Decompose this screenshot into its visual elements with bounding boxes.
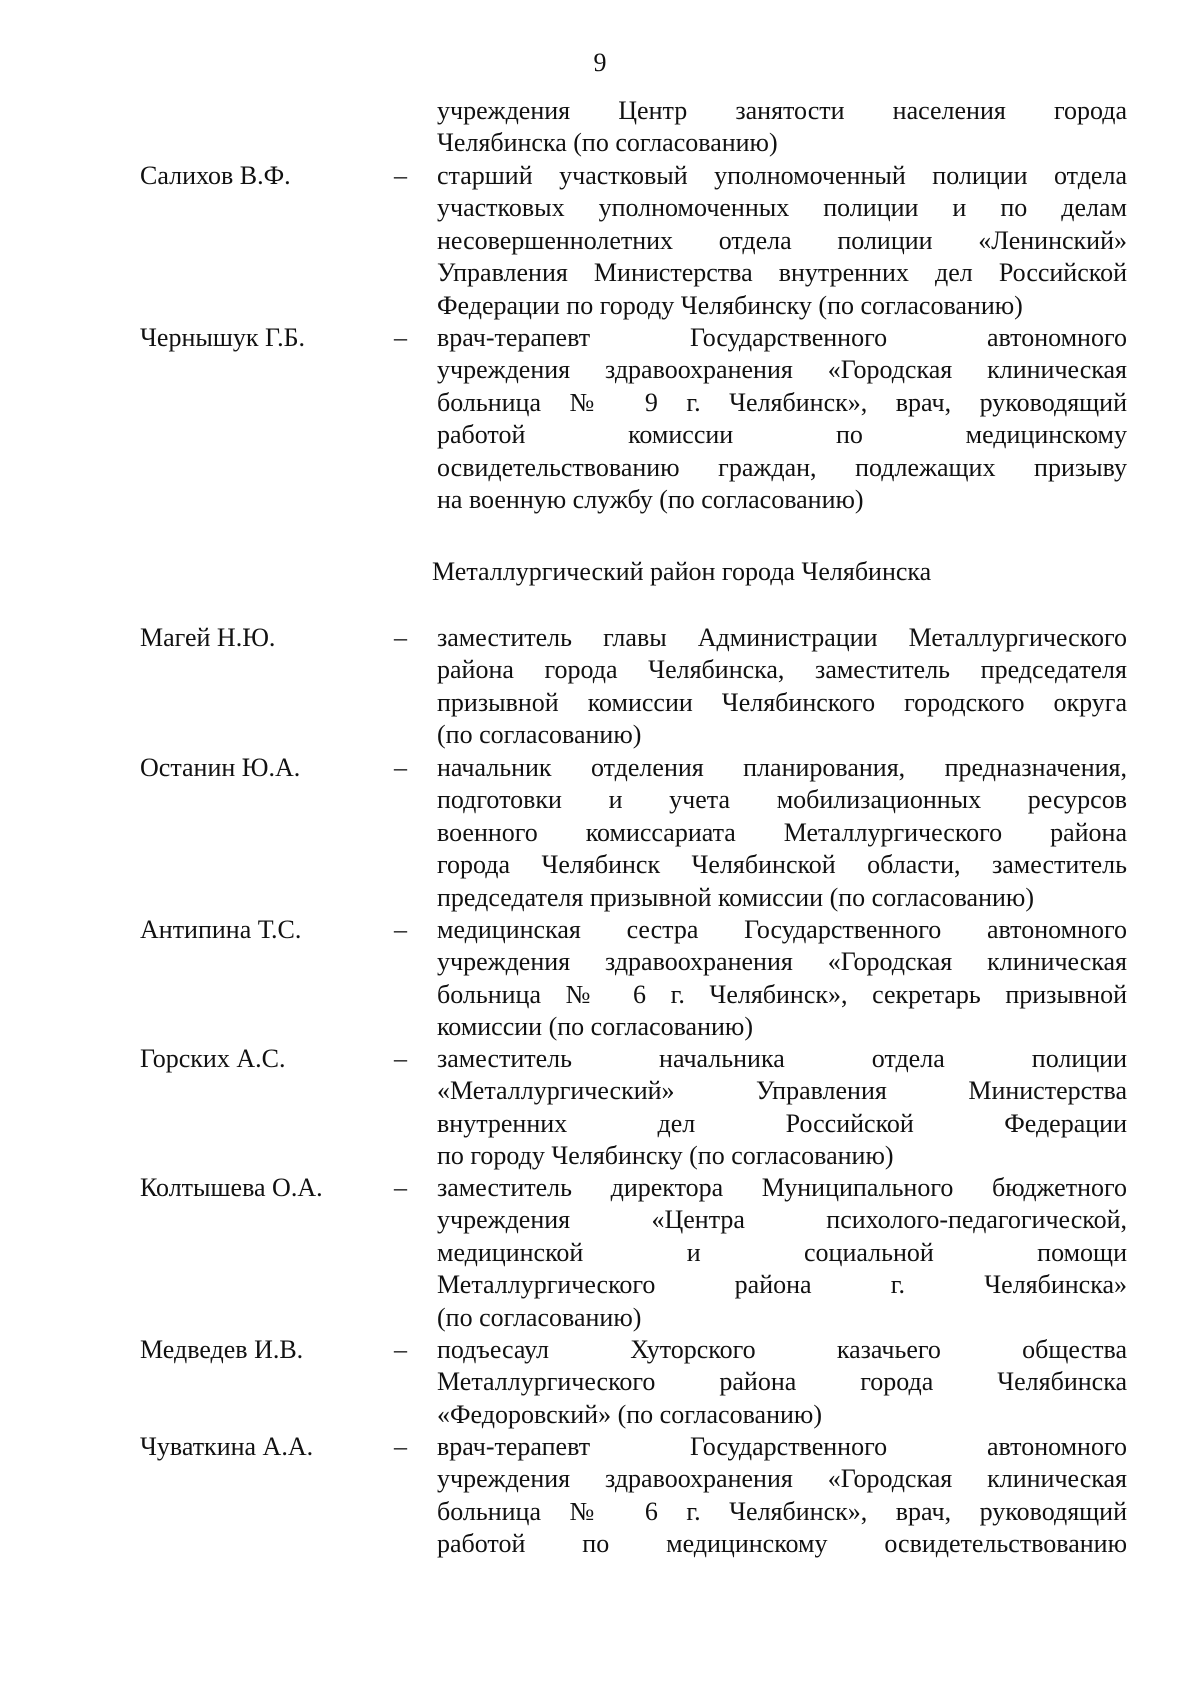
entry-description: [437, 752, 1127, 914]
dash-separator: –: [394, 753, 407, 782]
dash-separator: –: [394, 1335, 407, 1364]
member-name: Чернышук Г.Б.: [140, 323, 306, 352]
description-line: призывной комиссии Челябинского городского округа: [437, 687, 1127, 717]
description-line: внутренних дел Российской Федерации: [437, 1108, 1127, 1138]
description-line: участковых уполномоченных полиции и по делам: [437, 193, 1127, 223]
description-line: заместитель главы Администрации Металлургического: [437, 623, 1127, 652]
description-line: медицинской и социальной помощи: [437, 1237, 1127, 1267]
description-line: военного комиссариата Металлургического района: [437, 817, 1127, 847]
description-line: старший участковый уполномоченный полиции отдела: [437, 161, 1127, 190]
description-line: «Федоровский» (по согласованию): [437, 1399, 822, 1429]
entry-description: [437, 1431, 1127, 1561]
entry-description: [437, 1043, 1127, 1173]
description-line: на военную службу (по согласованию): [437, 485, 864, 515]
entry-description: [437, 95, 1127, 160]
description-line: (по согласованию): [437, 1302, 642, 1332]
description-line: медицинская сестра Государственного автономного: [437, 915, 1127, 944]
description-line: города Челябинск Челябинской области, заместитель: [437, 850, 1127, 880]
description-line: Металлургического района г. Челябинска»: [437, 1270, 1127, 1300]
description-line: Челябинска (по согласованию): [437, 128, 778, 158]
member-name: Медведев И.В.: [140, 1335, 304, 1364]
description-line: учреждения здравоохранения «Городская клиническая: [437, 1464, 1127, 1494]
dash-separator: –: [394, 323, 407, 352]
description-line: (по согласованию): [437, 720, 642, 750]
dash-separator: –: [394, 1173, 407, 1202]
description-line: председателя призывной комиссии (по согласованию): [437, 882, 1034, 912]
entry-description: [437, 914, 1127, 1044]
description-line: «Металлургический» Управления Министерства: [437, 1076, 1127, 1106]
description-line: врач-терапевт Государственного автономного: [437, 323, 1127, 352]
description-line: по городу Челябинску (по согласованию): [437, 1141, 894, 1171]
description-line: подъесаул Хуторского казачьего общества: [437, 1335, 1127, 1364]
description-line: учреждения «Центра психолого-педагогической,: [437, 1205, 1127, 1235]
member-name: Колтышева О.А.: [140, 1173, 323, 1202]
description-line: больница № 6 г. Челябинск», секретарь призывной: [437, 979, 1127, 1009]
description-line: района города Челябинска, заместитель председателя: [437, 655, 1127, 685]
entry-description: [437, 160, 1127, 322]
page-number: 9: [593, 48, 607, 77]
description-line: начальник отделения планирования, предназначения,: [437, 753, 1127, 782]
entry-description: [437, 1172, 1127, 1334]
member-name: Чуваткина А.А.: [140, 1432, 314, 1461]
description-line: врач-терапевт Государственного автономного: [437, 1432, 1127, 1461]
dash-separator: –: [394, 161, 407, 190]
description-line: несовершеннолетних отдела полиции «Ленинский»: [437, 225, 1127, 255]
section-heading: Металлургический район города Челябинска: [432, 557, 932, 586]
member-name: Антипина Т.С.: [140, 915, 302, 944]
description-line: заместитель начальника отдела полиции: [437, 1044, 1127, 1073]
description-line: учреждения здравоохранения «Городская клиническая: [437, 355, 1127, 385]
description-line: подготовки и учета мобилизационных ресурсов: [437, 785, 1127, 815]
description-line: Управления Министерства внутренних дел Российской: [437, 258, 1127, 288]
description-line: учреждения Центр занятости населения города: [437, 96, 1127, 125]
member-name: Магей Н.Ю.: [140, 623, 276, 652]
description-line: комиссии (по согласованию): [437, 1012, 753, 1042]
description-line: освидетельствованию граждан, подлежащих призыву: [437, 452, 1127, 482]
dash-separator: –: [394, 1044, 407, 1073]
entry-description: [437, 622, 1127, 752]
description-line: заместитель директора Муниципального бюджетного: [437, 1173, 1127, 1202]
description-line: учреждения здравоохранения «Городская клиническая: [437, 947, 1127, 977]
description-line: Металлургического района города Челябинска: [437, 1367, 1127, 1397]
member-name: Останин Ю.А.: [140, 753, 301, 782]
member-name: Салихов В.Ф.: [140, 161, 291, 190]
description-line: Федерации по городу Челябинску (по согласованию): [437, 290, 1023, 320]
entry-description: [437, 322, 1127, 516]
dash-separator: –: [394, 1432, 407, 1461]
dash-separator: –: [394, 623, 407, 652]
dash-separator: –: [394, 915, 407, 944]
member-name: Горских А.С.: [140, 1044, 286, 1073]
entry-description: [437, 1334, 1127, 1431]
description-line: больница № 6 г. Челябинск», врач, руководящий: [437, 1496, 1127, 1526]
description-line: больница № 9 г. Челябинск», врач, руководящий: [437, 387, 1127, 417]
description-line: работой комиссии по медицинскому: [437, 420, 1127, 450]
description-line: работой по медицинскому освидетельствованию: [437, 1529, 1127, 1559]
